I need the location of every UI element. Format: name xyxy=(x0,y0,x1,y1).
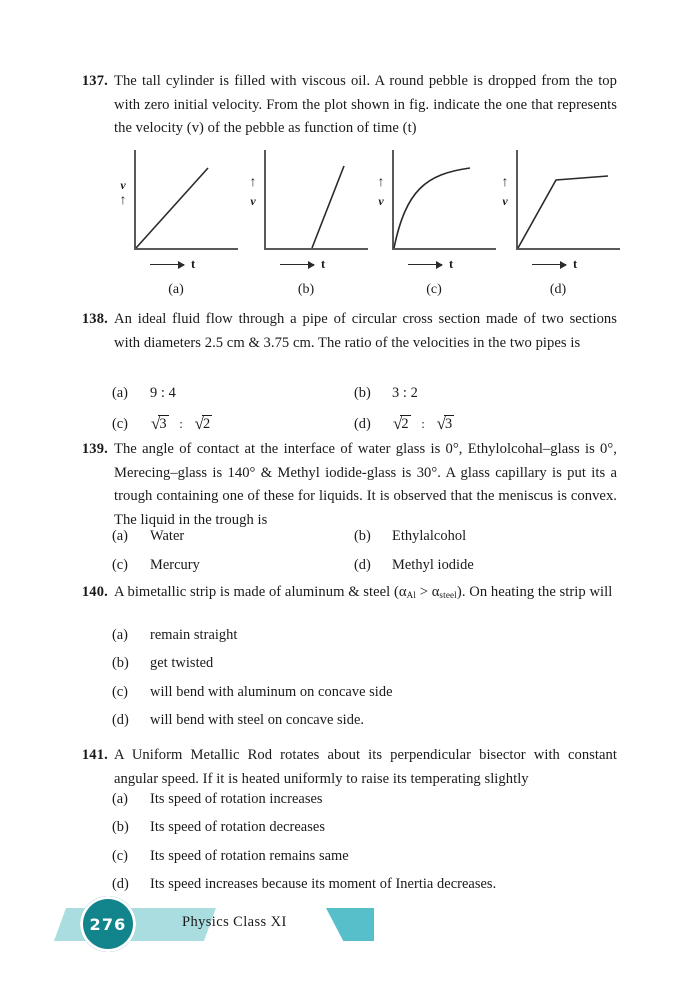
option-row xyxy=(112,627,617,655)
option-138-d-text xyxy=(392,414,454,434)
figure-b-y-label: v xyxy=(250,194,256,208)
option-row xyxy=(112,655,617,683)
option-141-c-text: Its speed of rotation remains same xyxy=(150,847,349,864)
question-140-text-before: A bimetallic strip is made of aluminum & steel xyxy=(114,584,394,600)
option-138-c-text xyxy=(150,414,212,434)
question-140-text xyxy=(114,581,617,605)
option-141-b-label: (b) xyxy=(112,819,129,836)
option-141-a[interactable] xyxy=(112,791,617,808)
radical-right: √2 xyxy=(194,413,211,433)
option-138-b-text: 3 : 2 xyxy=(392,385,418,401)
option-139-d-text: Methyl iodide xyxy=(392,556,474,573)
radical-left: √2 xyxy=(393,413,409,433)
option-140-b[interactable] xyxy=(112,655,617,672)
figure-a xyxy=(112,150,240,298)
option-138-c-label: (c) xyxy=(112,415,128,432)
figure-b-x-label: t xyxy=(321,257,326,271)
question-137 xyxy=(72,70,617,141)
figure-d-y-label: v xyxy=(502,194,508,208)
figure-c-x-caption xyxy=(408,257,453,272)
figure-a-plot xyxy=(134,150,238,271)
question-141-options xyxy=(112,791,617,905)
option-138-b[interactable] xyxy=(354,385,418,402)
figure-c-y-arrow-icon: ↑ xyxy=(377,175,385,190)
option-139-b-text: Ethylalcohol xyxy=(392,528,467,544)
option-140-c[interactable] xyxy=(112,684,617,701)
figure-d-x-arrow-icon xyxy=(532,264,566,266)
page-footer xyxy=(0,896,689,952)
figure-b xyxy=(242,150,370,298)
option-row xyxy=(112,684,617,712)
figure-d-x-label: t xyxy=(573,257,578,271)
option-row xyxy=(112,848,617,876)
option-row xyxy=(112,712,617,740)
question-140 xyxy=(72,581,617,605)
option-140-c-text: will bend with aluminum on concave side xyxy=(150,683,393,700)
figure-d-plot xyxy=(516,150,620,271)
question-141-text: A Uniform Metallic Rod rotates about its perpendicular bisector with constant angular speed. If it is heated uniformly to raise its temperating slightly xyxy=(114,747,617,787)
alpha-inequality-formula: $(\alpha_{Al} > \alpha_{steel})$ xyxy=(394,584,462,600)
figure-c-y-label: v xyxy=(378,194,384,208)
question-137-figure-strip xyxy=(112,150,617,298)
option-138-c[interactable] xyxy=(112,414,354,434)
option-140-b-label: (b) xyxy=(112,655,129,672)
option-140-d-text: will bend with steel on concave side. xyxy=(150,712,365,729)
figure-a-y-arrow-icon: ↑ xyxy=(119,193,127,208)
question-139 xyxy=(72,438,617,533)
footer-title: Physics Class XI xyxy=(182,914,287,930)
option-138-d[interactable] xyxy=(354,414,454,434)
option-138-b-label: (b) xyxy=(354,385,371,401)
option-139-c-label: (c) xyxy=(112,556,128,573)
option-141-d-text: Its speed increases because its moment of Inertia decreases. xyxy=(150,876,497,893)
option-140-d[interactable] xyxy=(112,712,617,729)
option-141-d[interactable] xyxy=(112,876,617,893)
figure-c-x-label: t xyxy=(449,257,454,271)
option-141-a-text: Its speed of rotation increases xyxy=(150,791,323,807)
option-138-a-label: (a) xyxy=(112,385,128,401)
figure-a-x-caption xyxy=(150,257,195,272)
option-139-d[interactable] xyxy=(354,557,474,574)
question-141-heading xyxy=(72,744,617,791)
option-141-d-label: (d) xyxy=(112,876,129,893)
question-139-number: 139. xyxy=(81,441,108,457)
question-139-heading xyxy=(72,438,617,533)
figure-d-y-arrow-icon: ↑ xyxy=(501,175,509,190)
figure-d-curve xyxy=(516,150,620,250)
figure-a-curve xyxy=(134,150,238,250)
figure-c-curve xyxy=(392,150,496,250)
option-141-c-label: (c) xyxy=(112,847,128,864)
option-139-b[interactable] xyxy=(354,528,466,545)
option-139-c[interactable] xyxy=(112,557,354,574)
question-140-text-after: . On heating the strip will xyxy=(461,584,613,600)
question-139-text: The angle of contact at the interface of water glass is 0°, Ethylolcohal–glass is 0°, Merecing–glass is 140° & Methyl iodide-glass is 30°. A glass capillary is put its a trough containing one of these for liquids. It is observed that the meniscus is convex. The liquid in the trough is xyxy=(114,441,617,528)
ratio-colon: : xyxy=(179,415,183,431)
option-140-a-label: (a) xyxy=(112,627,128,643)
option-139-b-label: (b) xyxy=(354,528,371,544)
question-137-text: The tall cylinder is filled with viscous oil. A round pebble is dropped from the top with zero initial velocity. From the plot shown in fig. indicate the one that represents the velocity (v) of the pebble as function of time (t) xyxy=(114,73,617,137)
figure-a-x-arrow-icon xyxy=(150,264,184,266)
footer-wedge-shape xyxy=(326,908,374,941)
question-138-text: An ideal fluid flow through a pipe of circular cross section made of two sections with diameters 2.5 cm & 3.75 cm. The ratio of the velocities in the two pipes is xyxy=(114,311,617,351)
question-138-heading xyxy=(72,308,617,355)
option-138-a[interactable] xyxy=(112,385,354,402)
figure-c-plot xyxy=(392,150,496,271)
question-138-number: 138. xyxy=(81,311,108,327)
figure-a-caption: (a) xyxy=(168,282,184,297)
figure-a-y-label: v xyxy=(120,178,126,192)
option-141-a-label: (a) xyxy=(112,791,128,807)
figure-c xyxy=(370,150,498,298)
question-137-number: 137. xyxy=(81,73,108,89)
figure-d xyxy=(494,150,622,298)
option-141-b[interactable] xyxy=(112,819,617,836)
figure-b-curve xyxy=(264,150,368,250)
figure-a-x-label: t xyxy=(191,257,196,271)
option-140-a-text: remain straight xyxy=(150,627,238,643)
question-140-number: 140. xyxy=(81,584,108,600)
option-140-b-text: get twisted xyxy=(150,655,214,672)
figure-b-plot xyxy=(264,150,368,271)
question-141 xyxy=(72,744,617,791)
radical-right: √3 xyxy=(436,413,453,433)
ratio-colon: : xyxy=(421,415,425,431)
figure-d-caption: (d) xyxy=(549,282,567,297)
option-row xyxy=(112,385,617,414)
option-139-a[interactable] xyxy=(112,528,354,545)
question-138 xyxy=(72,308,617,355)
question-141-number: 141. xyxy=(81,747,108,763)
figure-b-caption: (b) xyxy=(297,282,315,297)
radical-left: √3 xyxy=(151,413,167,433)
option-139-a-text: Water xyxy=(150,528,185,544)
question-137-heading xyxy=(72,70,617,141)
option-139-c-text: Mercury xyxy=(150,556,200,573)
question-139-options xyxy=(112,528,617,585)
option-141-b-text: Its speed of rotation decreases xyxy=(150,819,325,836)
option-140-d-label: (d) xyxy=(112,712,129,729)
question-140-options xyxy=(112,627,617,741)
option-141-c[interactable] xyxy=(112,848,617,865)
option-row xyxy=(112,819,617,847)
option-138-d-label: (d) xyxy=(354,415,371,432)
option-140-a[interactable] xyxy=(112,627,617,644)
option-139-d-label: (d) xyxy=(354,556,371,573)
figure-c-x-arrow-icon xyxy=(408,264,442,266)
question-140-heading xyxy=(72,581,617,605)
figure-c-caption: (c) xyxy=(426,282,442,297)
option-row xyxy=(112,528,617,557)
option-140-c-label: (c) xyxy=(112,683,128,700)
page-number: 276 xyxy=(89,914,127,934)
figure-b-x-arrow-icon xyxy=(280,264,314,266)
option-138-a-text: 9 : 4 xyxy=(150,385,176,401)
option-row xyxy=(112,791,617,819)
page-number-badge xyxy=(80,896,136,952)
option-139-a-label: (a) xyxy=(112,528,128,544)
figure-b-x-caption xyxy=(280,257,325,272)
figure-d-x-caption xyxy=(532,257,577,272)
figure-b-y-arrow-icon: ↑ xyxy=(249,175,257,190)
